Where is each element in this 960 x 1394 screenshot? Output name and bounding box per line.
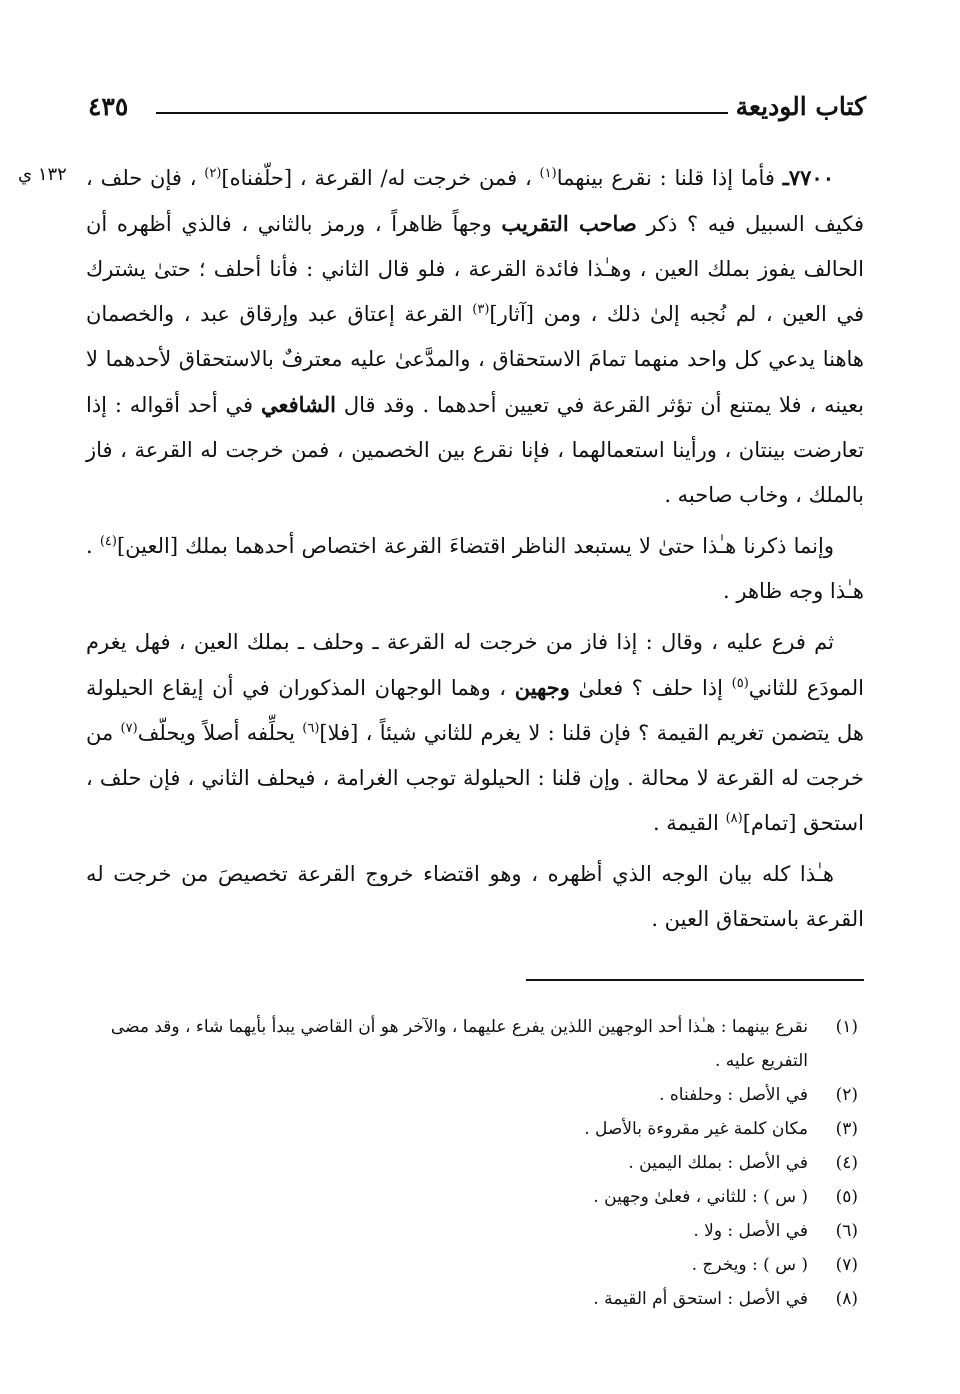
- text-segment: فأما إذا قلنا : نقرع بينهما: [556, 166, 783, 190]
- footnote-number: (٨): [835, 1289, 858, 1309]
- footnote-text: ( س ) : ويخرج .: [691, 1255, 808, 1275]
- text-segment: وإنما ذكرنا هـٰذا حتىٰ لا يستبعد الناظر اقتضاءَ القرعة اختصاص أحدهما بملك [العين]: [116, 534, 835, 558]
- footnote-number: (١): [835, 1017, 858, 1037]
- paragraph-4: [86, 852, 864, 942]
- footnote-item: [86, 1078, 864, 1112]
- footnote-number: (٥): [835, 1187, 858, 1207]
- paragraph-2: [86, 524, 864, 614]
- footnotes: [86, 1010, 864, 1316]
- footnote-number: (٤): [835, 1153, 858, 1173]
- footnote-number: (٧): [835, 1255, 858, 1275]
- text-segment: إذا حلف ؟ فعلىٰ: [569, 676, 732, 700]
- footnote-item: [86, 1112, 864, 1146]
- issue-number: ٧٧٠٠ـ: [782, 165, 834, 190]
- footnote-number: (٣): [835, 1119, 858, 1139]
- footnote-item: [86, 1146, 864, 1180]
- main-text: [86, 155, 864, 948]
- footnote-text: في الأصل : وحلفناه .: [659, 1085, 808, 1105]
- footnote-text: في الأصل : استحق أم القيمة .: [593, 1289, 808, 1309]
- footnote-ref-6[interactable]: (٦): [302, 721, 320, 736]
- footnote-ref-1[interactable]: (١): [539, 166, 557, 181]
- footnote-text: ( س ) : للثاني ، فعلىٰ وجهين .: [593, 1187, 808, 1207]
- footnote-number: (٦): [835, 1221, 858, 1241]
- text-segment: من خرجت له القرعة لا محالة . وإن قلنا : الحيلولة توجب الغرامة ، فيحلف الثاني ، فإن حلف ، استحق [تمام]: [86, 721, 864, 835]
- text-segment: ، فإن حلف ، فكيف السبيل فيه ؟ ذكر: [86, 166, 865, 236]
- bold-name: الشافعي: [260, 392, 336, 417]
- text-segment: ، فمن خرجت له/ القرعة ، [حلّفناه]: [221, 166, 540, 190]
- footnote-ref-5[interactable]: (٥): [731, 676, 749, 691]
- footnote-item: [86, 1180, 864, 1214]
- paragraph-3: [86, 620, 864, 846]
- text-segment: ثم فرع عليه ، وقال : إذا فاز من خرجت له القرعة ـ وحلف ـ بملك العين ، فهل يغرم المودَع للثاني: [86, 630, 864, 700]
- footnote-text: نقرع بينهما : هـٰذا أحد الوجهين اللذين يفرع عليهما ، والآخر هو أن القاضي يبدأ بأيهما شاء ، وقد مضى التفريع عليه .: [110, 1017, 808, 1071]
- book-title: كتاب الوديعة: [735, 92, 866, 121]
- text-segment: في أحد أقواله : إذا تعارضت بينتان ، ورأينا استعمالهما ، فإنا نقرع بين الخصمين ، فمن خرجت له القرعة ، فاز بالملك ، وخاب صاحبه .: [86, 393, 864, 507]
- text-segment: القرعة إعتاق عبد وإرقاق عبد ، والخصمان هاهنا يدعي كل واحد منهما تمامَ الاستحقاق ، والمدَّعىٰ عليه معترفٌ بالاستحقاق لأحدهما لا بعينه ، فلا يمتنع أن تؤثر القرعة في تعيين أحدهما . وقد قال: [86, 302, 864, 417]
- footnote-ref-3[interactable]: (٣): [472, 302, 490, 317]
- header-rule: [156, 112, 728, 114]
- footnote-ref-4[interactable]: (٤): [99, 534, 117, 549]
- text-segment: وجهاً ظاهراً ، ورمز بالثاني ، فالذي أظهره أن الحالف يفوز بملك العين ، وهـٰذا فائدة القرعة ، فلو قال الثاني : فأنا أحلف ؛ حتىٰ يشترك في العين ، لم نُجبه إلىٰ ذلك ، ومن [آثار]: [86, 212, 864, 326]
- page-number: ٤٣٥: [88, 92, 129, 121]
- text-segment: هـٰذا كله بيان الوجه الذي أظهره ، وهو اقتضاء خروج القرعة تخصيصَ من خرجت له القرعة باستحقاق العين .: [86, 862, 864, 931]
- text-segment: القيمة .: [652, 811, 726, 835]
- text-segment: ، وهما الوجهان المذكوران في أن إيقاع الحيلولة هل يتضمن تغريم القيمة ؟ فإن قلنا : لا يغرم للثاني شيئاً ، [فلا]: [86, 676, 864, 745]
- footnote-number: (٢): [835, 1085, 858, 1105]
- footnote-text: في الأصل : ولا .: [693, 1221, 808, 1241]
- footnote-item: [86, 1214, 864, 1248]
- footnote-text: في الأصل : بملك اليمين .: [628, 1153, 808, 1173]
- footnote-separator: [526, 979, 864, 981]
- footnote-ref-8[interactable]: (٨): [725, 811, 743, 826]
- bold-term: وجهين: [514, 675, 570, 700]
- footnote-item: [86, 1010, 864, 1078]
- margin-manuscript-reference: ١٣٢ ي: [18, 164, 67, 185]
- footnote-text: مكان كلمة غير مقروءة بالأصل .: [584, 1119, 808, 1139]
- paragraph-1: [86, 155, 864, 518]
- bold-name: صاحب التقريب: [501, 211, 637, 236]
- footnote-item: [86, 1248, 864, 1282]
- text-segment: يحلِّفه أصلاً ويحلّف: [137, 721, 303, 745]
- page-header: [88, 92, 866, 132]
- text-segment: . هـٰذا وجه ظاهر .: [86, 534, 864, 603]
- footnote-ref-7[interactable]: (٧): [120, 721, 138, 736]
- footnote-item: [86, 1282, 864, 1316]
- footnote-ref-2[interactable]: (٢): [204, 166, 222, 181]
